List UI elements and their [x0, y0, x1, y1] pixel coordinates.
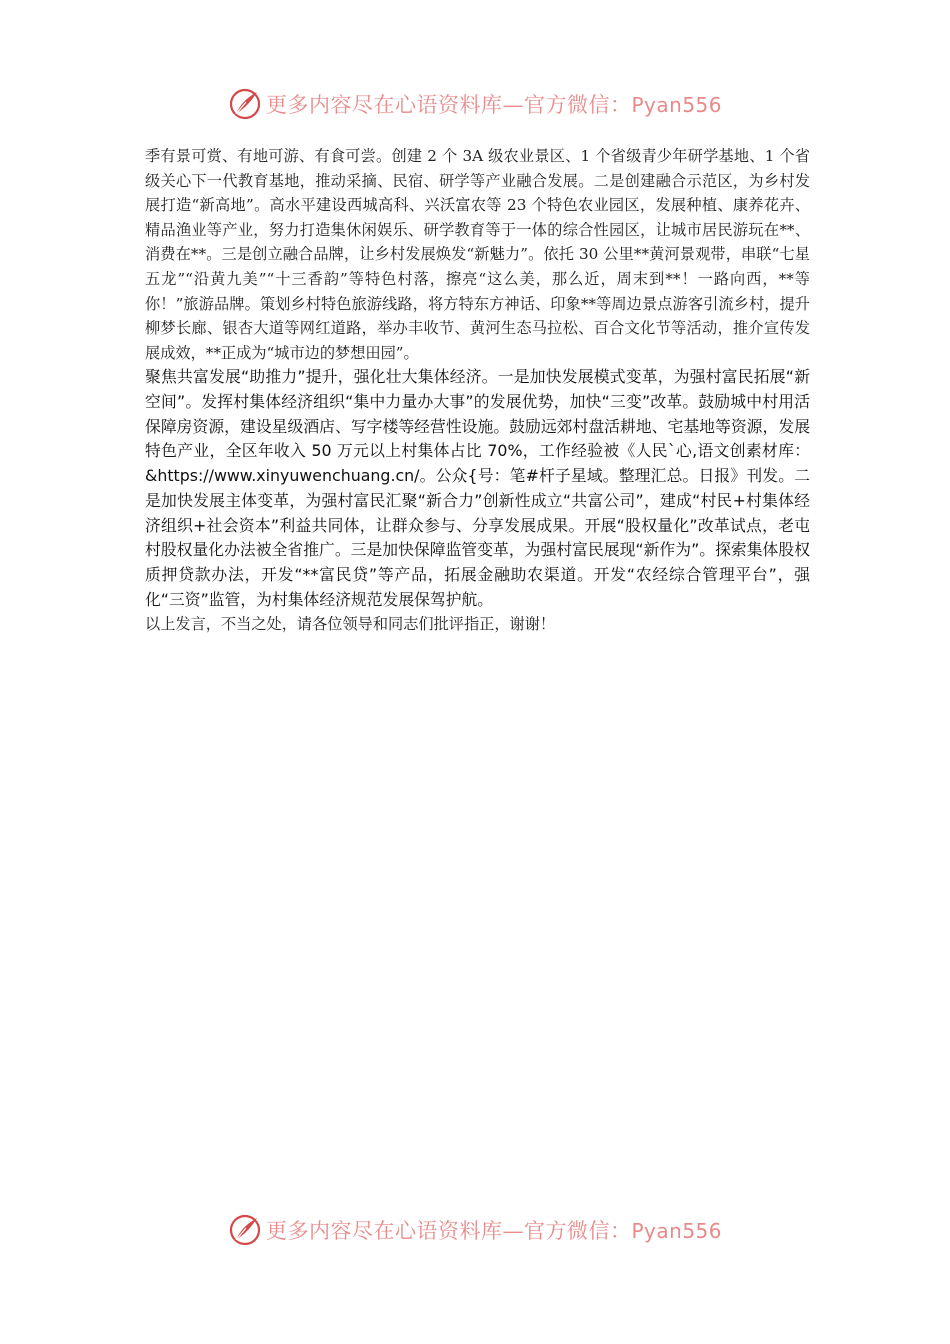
document-body	[145, 144, 810, 637]
wechat-id: Pyan556	[631, 93, 723, 117]
quill-logo-icon	[228, 1213, 262, 1247]
watermark-text: 更多内容尽在心语资料库—官方微信：Pyan556	[266, 93, 723, 117]
paragraph-closing: 以上发言，不当之处，请各位领导和同志们批评指正，谢谢！	[145, 615, 556, 634]
paragraph-collective-economy: 聚焦共富发展“助推力”提升，强化壮大集体经济。一是加快发展模式变革，为强村富民拓展“新空间”。发挥村集体经济组织“集中力量办大事”的发展优势，加快“三变”改革。鼓励城中村用活保障房资源，建设星级酒店、写字楼等经营性设施。鼓励远郊村盘活耕地、宅基地等资源，发展特色产业，全区年收入 50 万元以上村集体占比 70%，工作经验被《人民`心,语文创素材库：&https://www.xinyuwenchuang.cn/。公众{号：笔#杆子星域。整理汇总。日报》刊发。二是加快发展主体变革，为强村富民汇聚“新合力”创新性成立“共富公司”，建成“村民+村集体经济组织+社会资本”利益共同体，让群众参与、分享发展成果。开展“股权量化”改革试点，老屯村股权量化办法被全省推广。三是加快保障监管变革，为强村富民展现“新作为”。探索集体股权质押贷款办法，开发“**富民贷”等产品，拓展金融助农渠道。开发“农经综合管理平台”，强化“三资”监管，为村集体经济规范发展保驾护航。	[145, 367, 810, 609]
quill-logo-icon	[228, 87, 262, 121]
footer-watermark-banner	[0, 1208, 950, 1252]
paragraph-tourism: 季有景可赏、有地可游、有食可尝。创建 2 个 3A 级农业景区、1 个省级青少年研学基地、1 个省级关心下一代教育基地，推动采摘、民宿、研学等产业融合发展。二是创建融合示范区，为乡村发展打造“新高地”。高水平建设西城高科、兴沃富农等 23 个特色农业园区，发展种植、康养花卉、精品渔业等产业，努力打造集休闲娱乐、研学教育等于一体的综合性园区，让城市居民游玩在**、消费在**。三是创立融合品牌，让乡村发展焕发“新魅力”。依托 30 公里**黄河景观带，串联“七星五龙”“沿黄九美”“十三香韵”等特色村落，擦亮“这么美，那么近，周末到**！一路向西，**等你！”旅游品牌。策划乡村特色旅游线路，将方特东方神话、印象**等周边景点游客引流乡村，提升柳梦长廊、银杏大道等网红道路，举办丰收节、黄河生态马拉松、百合文化节等活动，推介宣传发展成效，**正成为“城市边的梦想田园”。	[145, 147, 810, 362]
wechat-id: Pyan556	[631, 1219, 723, 1243]
header-watermark-banner	[0, 82, 950, 126]
watermark-text: 更多内容尽在心语资料库—官方微信：Pyan556	[266, 1219, 723, 1243]
